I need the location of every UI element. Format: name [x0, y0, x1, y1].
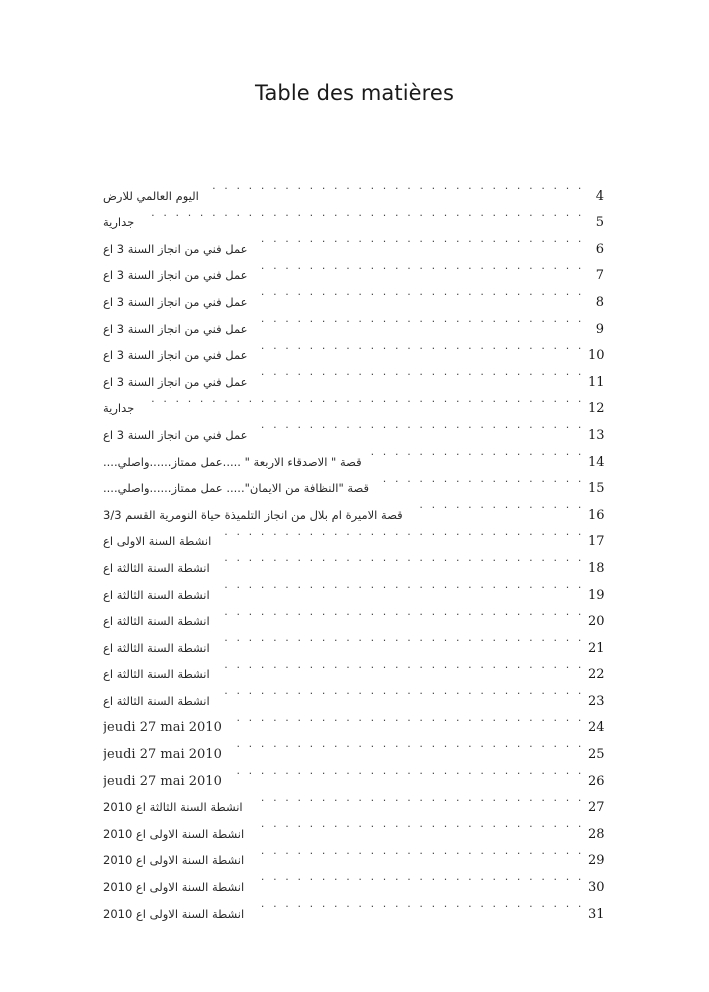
- toc-dot-leader: [411, 492, 584, 519]
- toc-entry-title: jeudi 27 mai 2010: [103, 747, 222, 763]
- toc-entry-title: عمل فني من انجاز السنة 3 اع: [103, 321, 248, 336]
- toc-dot-leader: [255, 412, 584, 439]
- toc-dot-leader: [255, 226, 584, 253]
- toc-dot-leader: [218, 625, 584, 652]
- toc-dot-leader: [207, 173, 584, 200]
- toc-entry-page-number: 19: [588, 587, 605, 603]
- toc-entry-title: عمل فني من انجاز السنة 3 اع: [103, 268, 248, 283]
- toc-dot-leader: [251, 785, 584, 812]
- toc-entry-title: انشطة السنة الثالثة اع: [103, 640, 210, 655]
- toc-entry[interactable]: [103, 386, 605, 417]
- toc-entry-page-number: 17: [588, 534, 605, 550]
- toc-dot-leader: [255, 253, 584, 280]
- toc-dot-leader: [377, 466, 584, 493]
- toc-entry-page-number: 30: [588, 880, 605, 896]
- toc-entry[interactable]: [103, 412, 605, 443]
- toc-entry[interactable]: [103, 173, 604, 204]
- toc-entry-title: عمل فني من انجاز السنة 3 اع: [103, 348, 248, 363]
- toc-entry-page-number: 23: [588, 693, 605, 709]
- toc-entry-page-number: 15: [588, 481, 605, 497]
- toc-entry-page-number: 6: [595, 241, 604, 257]
- toc-entry-title: انشطة السنة الاولى اع 2010: [103, 853, 245, 868]
- toc-entry-page-number: 9: [595, 321, 604, 337]
- toc-dot-leader: [218, 572, 584, 599]
- toc-dot-leader: [142, 386, 584, 413]
- toc-entry-page-number: 14: [588, 454, 605, 470]
- toc-dot-leader: [370, 439, 584, 466]
- toc-dot-leader: [252, 811, 584, 838]
- toc-entry-page-number: 24: [588, 720, 605, 736]
- toc-entry-title: انشطة السنة الاولى اع 2010: [103, 906, 245, 921]
- toc-entry-page-number: 16: [588, 507, 605, 523]
- toc-entry-page-number: 20: [588, 614, 605, 630]
- toc-entry-page-number: 31: [588, 906, 605, 922]
- toc-entry-page-number: 25: [588, 747, 605, 763]
- toc-entry-page-number: 22: [588, 667, 605, 683]
- toc-entry[interactable]: [103, 200, 604, 231]
- toc-entry-title: قصة "النظافة من الايمان"..... عمل ممتاز......واصلي....: [103, 481, 370, 496]
- toc-entry-page-number: 18: [588, 560, 605, 576]
- page-title: Table des matières: [255, 81, 454, 105]
- toc-dot-leader: [252, 864, 584, 891]
- toc-entry-title: انشطة السنة الثالثة اع: [103, 667, 210, 682]
- toc-dot-leader: [255, 279, 584, 306]
- toc-entry-page-number: 4: [595, 188, 604, 204]
- toc-entry-page-number: 11: [588, 374, 605, 390]
- toc-entry-title: jeudi 27 mai 2010: [103, 720, 222, 736]
- toc-entry[interactable]: [103, 226, 604, 257]
- toc-dot-leader: [252, 838, 584, 865]
- toc-dot-leader: [230, 758, 584, 785]
- toc-entry-page-number: 26: [588, 773, 605, 789]
- toc-entry-title: جدارية: [103, 401, 135, 416]
- toc-dot-leader: [252, 891, 584, 918]
- toc-entry-page-number: 13: [588, 427, 605, 443]
- toc-dot-leader: [218, 678, 584, 705]
- toc-entry-title: اليوم العالمي للارض: [103, 188, 199, 203]
- toc-entry-title: انشطة السنة الاولى اع 2010: [103, 826, 245, 841]
- toc-dot-leader: [218, 652, 584, 679]
- toc-dot-leader: [218, 599, 584, 626]
- toc-entry-title: عمل فني من انجاز السنة 3 اع: [103, 294, 248, 309]
- toc-entry-page-number: 5: [595, 215, 604, 231]
- toc-dot-leader: [142, 200, 584, 227]
- toc-dot-leader: [219, 519, 584, 546]
- toc-entry-title: jeudi 27 mai 2010: [103, 773, 222, 789]
- toc-dot-leader: [255, 333, 584, 360]
- toc-entry-title: انشطة السنة الثالثة اع 2010: [103, 800, 243, 815]
- toc-dot-leader: [218, 545, 584, 572]
- toc-entry-page-number: 28: [588, 826, 605, 842]
- toc-entry-page-number: 27: [588, 800, 605, 816]
- toc-entry-title: عمل فني من انجاز السنة 3 اع: [103, 427, 248, 442]
- toc-entry-title: عمل فني من انجاز السنة 3 اع: [103, 374, 248, 389]
- toc-entry-title: عمل فني من انجاز السنة 3 اع: [103, 241, 248, 256]
- table-of-contents: [103, 173, 605, 922]
- toc-entry-title: انشطة السنة الثالثة اع: [103, 693, 210, 708]
- toc-entry-title: جدارية: [103, 215, 135, 230]
- toc-entry-title: انشطة السنة الثالثة اع: [103, 614, 210, 629]
- toc-entry-title: انشطة السنة الاولى اع: [103, 534, 212, 549]
- toc-entry-title: قصة " الاصدقاء الاربعة " .....عمل ممتاز......واصلي....: [103, 454, 362, 469]
- toc-entry-title: انشطة السنة الثالثة اع: [103, 587, 210, 602]
- toc-entry-page-number: 7: [595, 268, 604, 284]
- toc-entry-title: انشطة السنة الثالثة اع: [103, 560, 210, 575]
- toc-dot-leader: [255, 306, 584, 333]
- toc-entry-page-number: 12: [588, 401, 605, 417]
- toc-dot-leader: [255, 359, 584, 386]
- toc-entry-page-number: 8: [595, 294, 604, 310]
- toc-entry-title: انشطة السنة الاولى اع 2010: [103, 880, 245, 895]
- toc-entry-page-number: 21: [588, 640, 605, 656]
- toc-dot-leader: [230, 731, 584, 758]
- toc-dot-leader: [230, 705, 584, 732]
- toc-entry-page-number: 10: [588, 348, 605, 364]
- toc-entry-title: قصة الاميرة ام بلال من انجاز التلميذة حياة النومرية القسم 3/3: [103, 507, 403, 522]
- toc-entry-page-number: 29: [588, 853, 605, 869]
